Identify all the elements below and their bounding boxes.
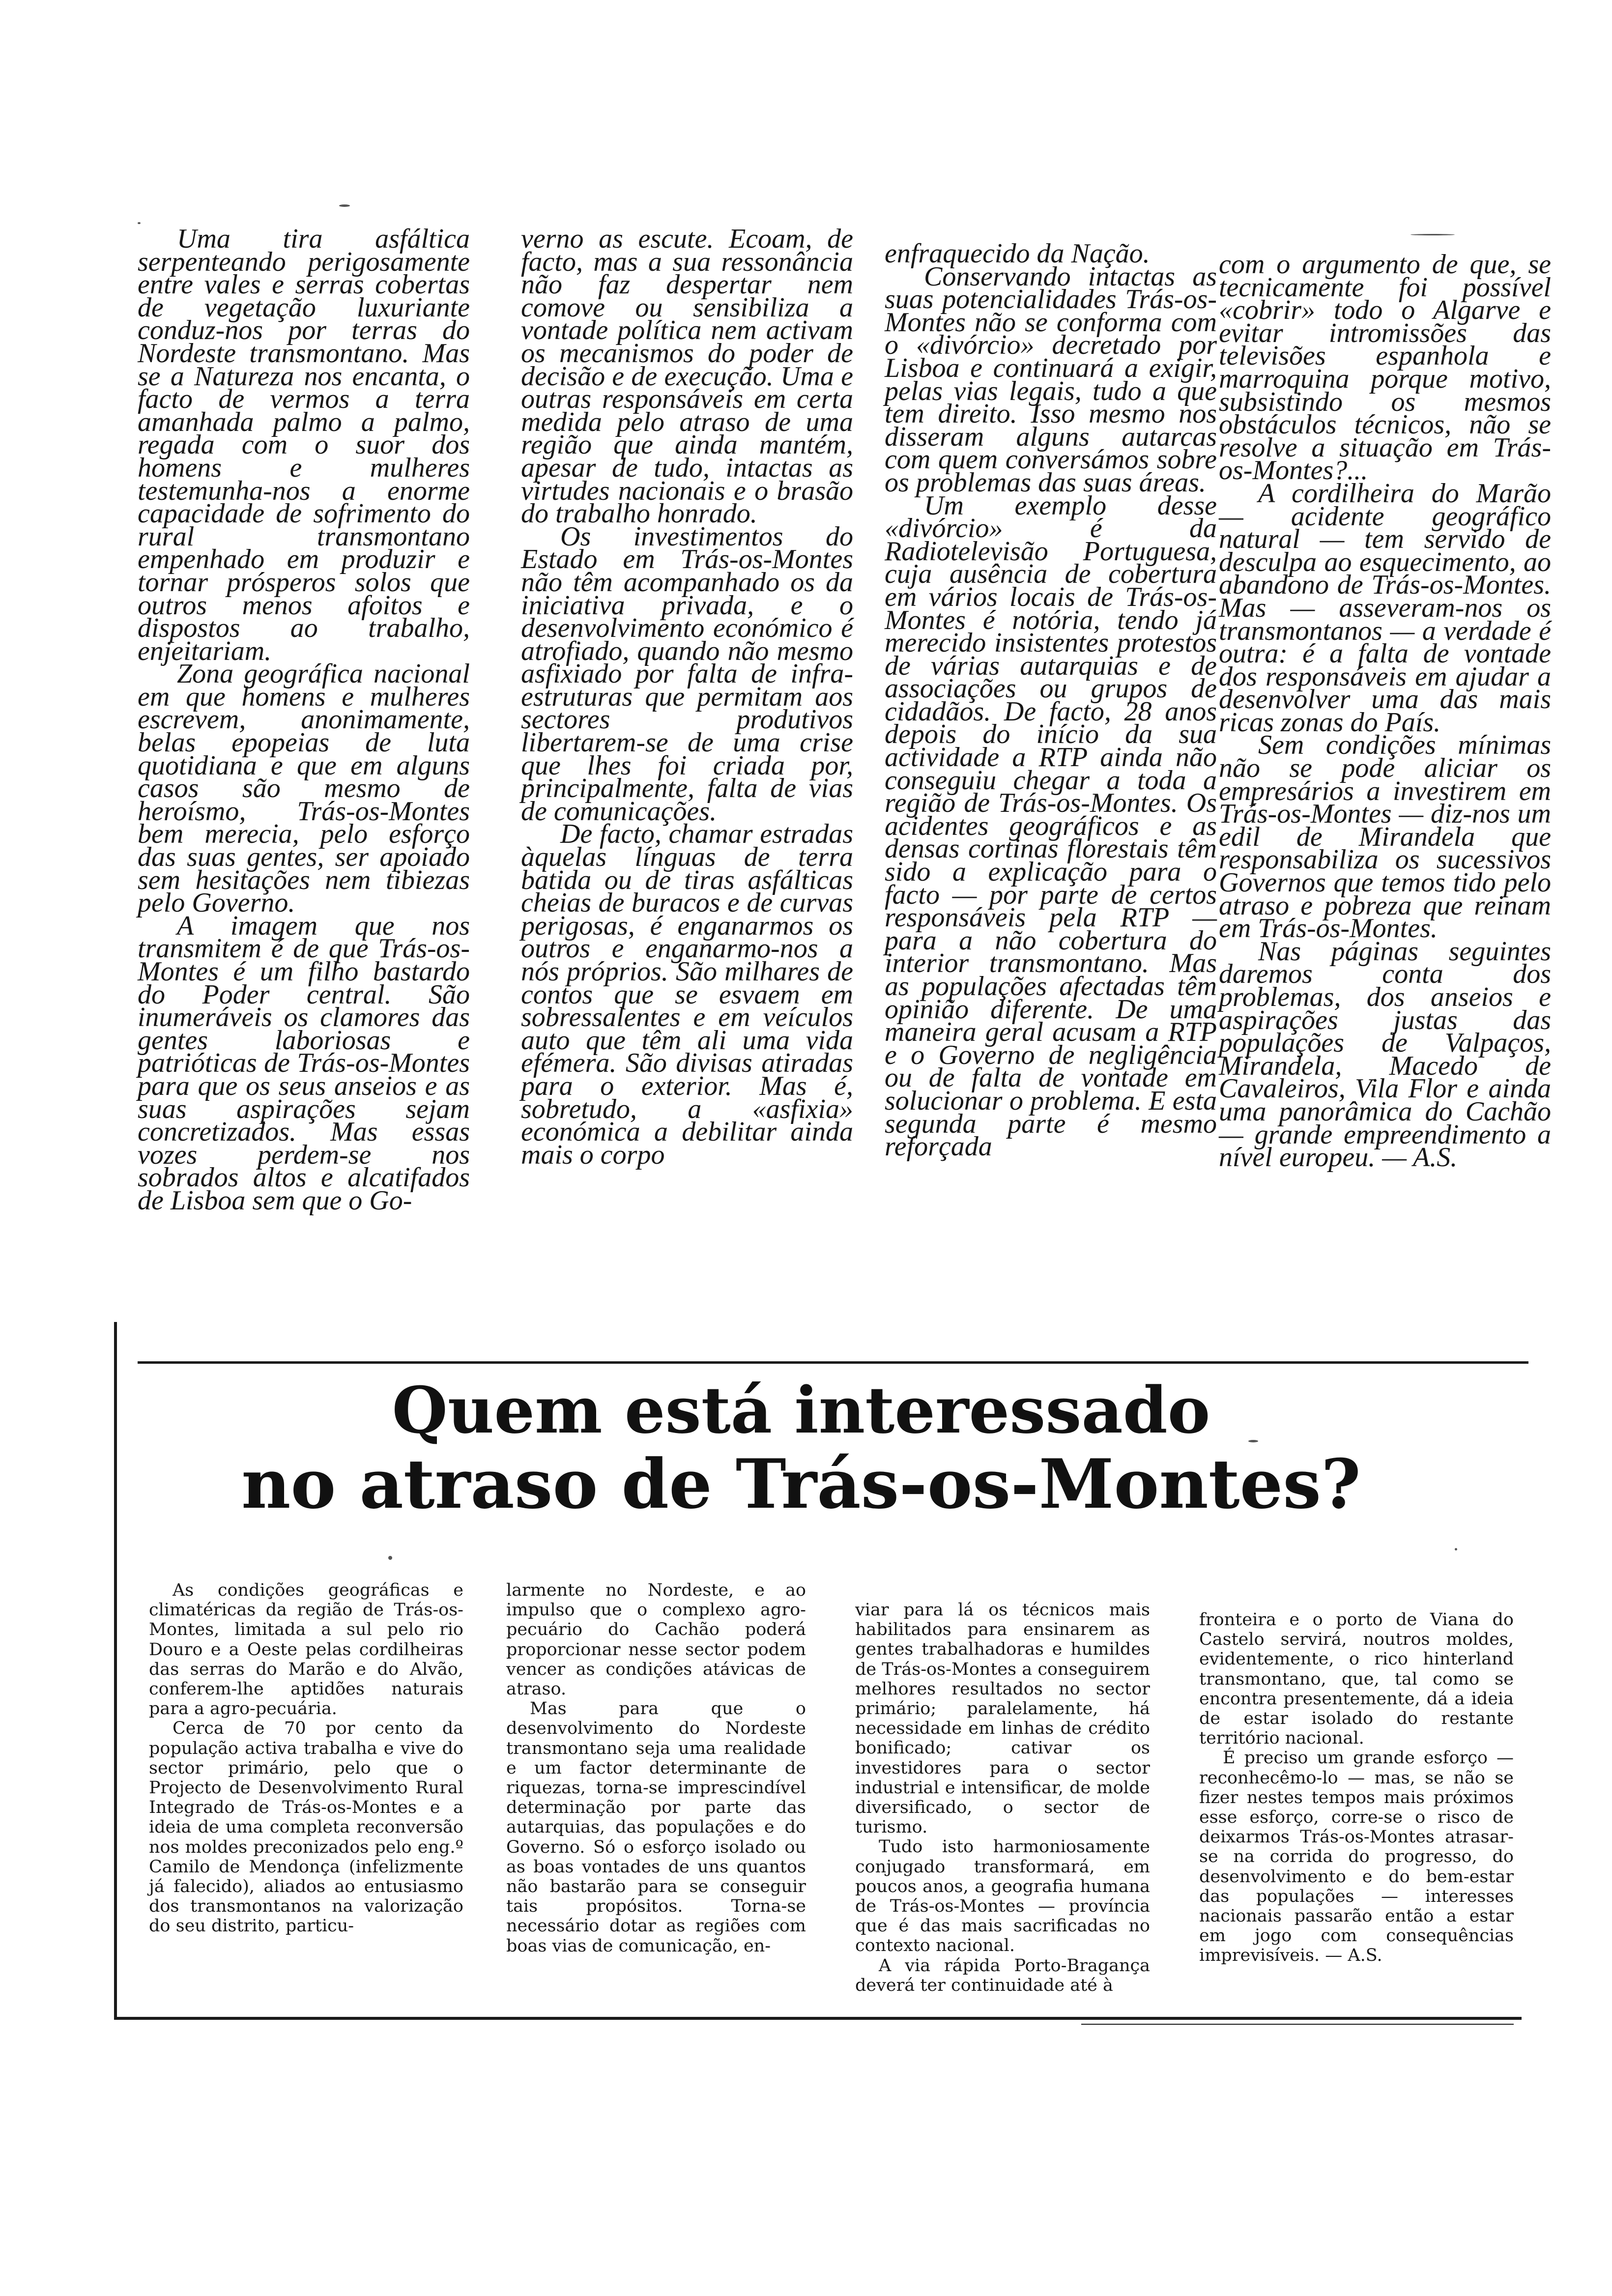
lower-paragraph: Cerca de 70 por cento da população activa trabalha e vive do sector primário, pelo que o Projecto de Desenvolvimento Rural Integrado de Trás-os-Montes e a ideia de uma completa reconversão nos moldes preconizados pelo eng.º Camilo de Mendonça (infelizmente já falecido), aliados ao entusiasmo dos transmontanos na valorização do seu distrito, particu- — [149, 1719, 463, 1936]
upper-paragraph: A imagem que nos transmitem é de que Trás-os-Montes é um filho bastardo do Poder central. São inumeráveis os clamores das gentes laboriosas e patrióticas de Trás-os-Montes para que os seus anseios e as suas aspirações sejam concretizados. Mas essas vozes perdem-se nos sobrados altos e alcatifados de Lisboa sem que o Go- — [138, 910, 470, 1216]
lower-paragraph: fronteira e o porto de Viana do Castelo servirá, noutros moldes, evidentemente, o rico hinterland transmontano, que, tal como se encontra presentemente, dá a ideia de estar isolado do restante território nacional. — [1199, 1610, 1514, 1749]
upper-paragraph: verno as escute. Ecoam, de facto, mas a sua ressonância não faz despertar nem comove ou sensibiliza a vontade política nem activam os mecanismos do poder de decisão e de execução. Uma e outras responsáveis em certa medida pelo atraso de uma região que ainda mantém, apesar de tudo, intactas as virtudes nacionais e o brasão do trabalho honrado. — [521, 224, 853, 529]
scan-speck — [339, 204, 350, 207]
lower-paragraph: A via rápida Porto-Bragança deverá ter continuidade até à — [855, 1955, 1150, 1995]
upper-paragraph: com o argumento de que, se tecnicamente foi possível «cobrir» todo o Algarve e evitar intromissões das televisões espanhola e marroquina porque motivo, subsistindo os mesmos obstáculos técnicos, não se resolve a situação em Trás-os-Montes?... — [1219, 249, 1551, 486]
scan-speck — [1410, 234, 1455, 235]
upper-column-3 — [885, 238, 1217, 1162]
lower-paragraph: Mas para que o desenvolvimento do Nordeste transmontano seja uma realidade e um factor determinante de riquezas, torna-se imprescindível determinação por parte das autarquias, das populações e do Governo. Só o esforço isolado ou as boas vontades de uns quantos não bastarão para se conseguir tais propósitos. Torna-se necessário dotar as regiões com boas vias de comunicação, en- — [506, 1699, 806, 1956]
lower-paragraph: As condições geográficas e climatéricas da região de Trás-os-Montes, limitada a sul pelo rio Douro e a Oeste pelas cordilheiras das serras do Marão e do Alvão, conferem-lhe aptidões naturais para a agro-pecuária. — [149, 1580, 463, 1719]
lower-paragraph: É preciso um grande esforço — reconhecêmo-lo — mas, se não se fizer nestes tempos mais próximos esse esforço, corre-se o risco de deixarmos Trás-os-Montes atrasar-se na corrida do progresso, do desenvolvimento e do bem-estar das populações — interesses nacionais passarão então a estar em jogo com consequências imprevisíveis. — A.S. — [1199, 1748, 1514, 1966]
lower-column-1 — [149, 1580, 463, 1936]
lower-paragraph: viar para lá os técnicos mais habilitados para ensinarem as gentes trabalhadoras e humildes de Trás-os-Montes a conseguirem melhores resultados no sector primário; paralelamente, há necessidade em linhas de crédito bonificado; cativar os investidores para o sector industrial e intensificar, de molde diversificado, o sector de turismo. — [855, 1600, 1150, 1837]
upper-paragraph: A cordilheira do Marão — acidente geográfico natural — tem servido de desculpa ao esquecimento, ao abandono de Trás-os-Montes. Mas — asseveram-nos os transmontanos — a verdade é outra: é a falta de vontade dos responsáveis em ajudar a desenvolver uma das mais ricas zonas do País. — [1219, 478, 1551, 738]
upper-column-1 — [138, 224, 470, 1216]
upper-paragraph: Uma tira asfáltica serpenteando perigosamente entre vales e serras cobertas de vegetação luxuriante conduz-nos por terras do Nordeste transmontano. Mas se a Natureza nos encanta, o facto de vermos a terra amanhada palmo a palmo, regada com o suor dos homens e mulheres testemunha-nos a enorme capacidade de sofrimento do rural transmontano empenhado em produzir e tornar prósperos solos que outros menos afoitos e dispostos ao trabalho, enjeitariam. — [138, 224, 470, 666]
scan-speck — [388, 1556, 392, 1560]
scan-speck — [1248, 1440, 1258, 1442]
lower-column-2 — [506, 1580, 806, 1956]
scan-speck — [1455, 1548, 1457, 1550]
upper-paragraph: Os investimentos do Estado em Trás-os-Montes não têm acompanhado os da iniciativa privada, e o desenvolvimento económico é atrofiado, quando não mesmo asfixiado por falta de infra-estruturas que permitam aos sectores produtivos libertarem-se de uma crise que lhes foi criada por, principalmente, falta de vias de comunicações. — [521, 521, 853, 827]
lower-column-3 — [855, 1600, 1150, 1995]
headline-line-1: Quem está interessado — [392, 1373, 1210, 1448]
box-bottom-rule-thin — [1081, 2024, 1514, 2025]
lower-column-4 — [1199, 1610, 1514, 1966]
box-bottom-rule — [116, 2017, 1522, 2020]
upper-column-4 — [1219, 249, 1551, 1173]
upper-column-2 — [521, 224, 853, 1170]
upper-paragraph: Conservando intactas as suas potencialidades Trás-os-Montes não se conforma com o «divórcio» decretado por Lisboa e continuará a exigir, pelas vias legais, tudo a que tem direito. Isso mesmo nos disseram alguns autarcas com quem conversámos sobre os problemas das suas áreas. — [885, 261, 1217, 498]
lower-paragraph: larmente no Nordeste, e ao impulso que o complexo agro-pecuário do Cachão poderá proporcionar nesse sector podem vencer as condições atávicas de atraso. — [506, 1580, 806, 1699]
lower-paragraph: Tudo isto harmoniosamente conjugado transformará, em poucos anos, a geografia humana de Trás-os-Montes — província que é das mais sacrificadas no contexto nacional. — [855, 1837, 1150, 1956]
upper-paragraph: Sem condições mínimas não se pode aliciar os empresários a investirem em Trás-os-Montes — diz-nos um edil de Mirandela que responsabiliza os sucessivos Governos que temos tido pelo atraso e pobreza que reinam em Trás-os-Montes. — [1219, 730, 1551, 944]
headline-line-2: no atraso de Trás-os-Montes? — [241, 1444, 1361, 1524]
upper-paragraph: Zona geográfica nacional em que homens e mulheres escrevem, anonimamente, belas epopeias de luta quotidiana e que em alguns casos são mesmo de heroísmo, Trás-os-Montes bem merecia, pelo esforço das suas gentes, ser apoiado sem hesitações nem tibiezas pelo Governo. — [138, 659, 470, 918]
upper-paragraph: Um exemplo desse «divórcio» é da Radiotelevisão Portuguesa, cuja ausência de cobertura em vários locais de Trás-os-Montes é notória, tendo já merecido insistentes protestos de várias autarquias e de associações ou grupos de cidadãos. De facto, 28 anos depois do início da sua actividade a RTP ainda não conseguiu chegar a toda a região de Trás-os-Montes. Os acidentes geográficos e as densas cortinas florestais têm sido a explicação para o facto — por parte de certos responsáveis pela RTP — para a não cobertura do interior transmontano. Mas as populações afectadas têm opinião diferente. De uma maneira geral acusam a RTP e o Governo de negligência ou de falta de vontade em solucionar o problema. E esta segunda parte é mesmo reforçada — [885, 490, 1217, 1162]
upper-paragraph: enfraquecido da Nação. — [885, 238, 1150, 269]
box-left-rule — [114, 1322, 117, 2020]
upper-paragraph: Nas páginas seguintes daremos conta dos problemas, dos anseios e aspirações justas das populações de Valpaços, Mirandela, Macedo de Cavaleiros, Vila Flor e ainda uma panorâmica do Cachão — grande empreendimento a nível europeu. — A.S. — [1219, 936, 1551, 1173]
scan-speck — [138, 222, 141, 224]
upper-paragraph: De facto, chamar estradas àquelas línguas de terra batida ou de tiras asfálticas cheias de buracos e de curvas perigosas, é enganarmos os outros e enganarmo-nos a nós próprios. São milhares de contos que se esvaem em sobressalentes e em veículos auto que têm ali uma vida efémera. São divisas atiradas para o exterior. Mas é, sobretudo, a «asfixia» económica a debilitar ainda mais o corpo — [521, 819, 853, 1170]
box-top-rule — [138, 1361, 1528, 1364]
